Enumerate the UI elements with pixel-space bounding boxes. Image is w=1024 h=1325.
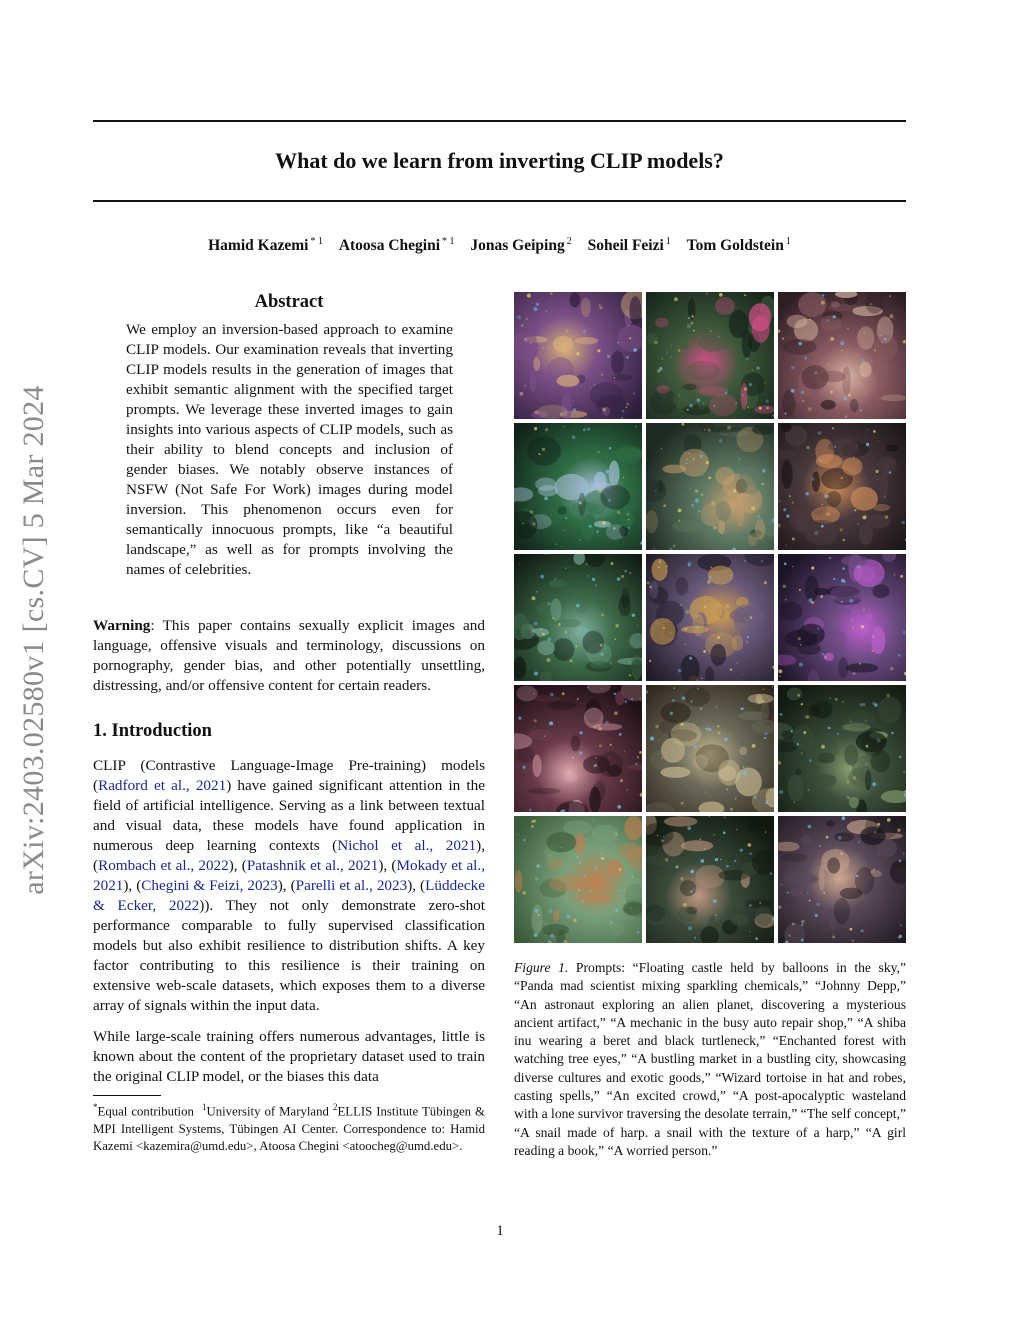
title-rule-bottom	[93, 200, 906, 202]
page-number: 1	[496, 1223, 504, 1239]
figure-image-floating-castle	[514, 292, 642, 419]
citation-link[interactable]: Chegini & Feizi, 2023	[141, 877, 278, 894]
figure-image-johnny-depp	[778, 292, 906, 419]
figure-image-astronaut	[514, 423, 642, 550]
author: Atoosa Chegini $^{* 1}$	[338, 236, 455, 255]
figure-image-enchanted-forest	[514, 554, 642, 681]
figure-image-post-apocalyptic	[646, 685, 774, 812]
figure-image-excited-crowd	[514, 685, 642, 812]
figure-caption-text: Prompts: “Floating castle held by balloons in the sky,” “Panda mad scientist mixing sparkling chemicals,” “Johnny Depp,” “An astronaut exploring an alien planet, discovering a mysterious ancient artifact,” “A mechanic in the busy auto repair shop,” “A shiba inu wearing a beret and black turtleneck,” “Enchanted forest with watching tree eyes,” “A bustling market in a bustling city, showcasing diverse cultures and exotic goods,” “Wizard tortoise in hat and robes, casting spells,” “An excited crowd,” “A post-apocalyptic wasteland with a lone survivor traversing the desolate terrain,” “The self concept,” “A snail made of harp. a snail with the texture of a harp,” “A girl reading a book,” “A worried person.”	[514, 960, 906, 1158]
citation-link[interactable]: Mokady et al., 2021	[93, 857, 485, 894]
figure-image-shiba-inu	[778, 423, 906, 550]
warning-label: Warning	[93, 617, 151, 634]
abstract-heading: Abstract	[254, 292, 324, 312]
citation-link[interactable]: Radford et al., 2021	[98, 777, 227, 794]
figure-image-grid	[514, 292, 906, 936]
figure-image-mechanic	[646, 423, 774, 550]
citation-link[interactable]: Lüddecke & Ecker, 2022	[93, 877, 485, 914]
author: Hamid Kazemi $^{* 1}$	[208, 236, 323, 255]
figure-label: Figure 1.	[514, 960, 569, 975]
figure-image-worried-person	[778, 816, 906, 943]
author: Jonas Geiping $^2$	[470, 236, 572, 255]
citation-link[interactable]: Patashnik et al., 2021	[246, 857, 379, 874]
author: Tom Goldstein $^1$	[686, 236, 791, 255]
figure-image-snail-harp	[514, 816, 642, 943]
citation-link[interactable]: Parelli et al., 2023	[295, 877, 408, 894]
abstract-body: We employ an inversion-based approach to examine CLIP models. Our examination reveals that inverting CLIP models results in the generation of images that exhibit semantic alignment with the specified target prompts. We leverage these inverted images to gain insights into various aspects of CLIP models, such as their ability to blend concepts and inclusion of gender biases. We notably observe instances of NSFW (Not Safe For Work) images during model inversion. This phenomenon occurs even for semantically innocuous prompts, like “a beautiful landscape,” as well as for prompts involving the names of celebrities.	[126, 321, 453, 578]
figure-image-bustling-market	[646, 554, 774, 681]
figure-image-girl-reading	[646, 816, 774, 943]
warning-text: : This paper contains sexually explicit images and language, offensive visuals and terminology, discussions on pornography, gender bias, and other potentially unsettling, distressing, and/or offensive content for certain readers.	[93, 617, 485, 694]
warning-paragraph	[93, 616, 485, 696]
section-heading-introduction: 1. Introduction	[93, 721, 212, 741]
intro-paragraph-2: While large-scale training offers numerous advantages, little is known about the content of the proprietary dataset used to train the original CLIP model, or the biases this data	[93, 1028, 485, 1085]
arxiv-identifier: arXiv:2403.02580v1 [cs.CV] 5 Mar 2024	[17, 385, 50, 895]
title-rule-top	[93, 120, 906, 122]
author-list	[93, 236, 906, 255]
citation-link[interactable]: Rombach et al., 2022	[98, 857, 229, 874]
footnote: *Equal contribution $^1$University of Maryland $^2$ELLIS Institute Tübingen & MPI Intelligent Systems, Tübingen AI Center. Correspondence to: Hamid Kazemi <kazemira@umd.edu>, Atoosa Chegini <atoocheg@umd.edu>.	[93, 1102, 486, 1154]
citation-link[interactable]: Nichol et al., 2021	[337, 837, 477, 854]
figure-image-self-concept	[778, 685, 906, 812]
intro-paragraph-1: CLIP (Contrastive Language-Image Pre-training) models (Radford et al., 2021) have gained significant attention in the field of artificial intelligence. Serving as a link between textual and visual data, these models have found application in numerous deep learning contexts (Nichol et al., 2021), (Rombach et al., 2022), (Patashnik et al., 2021), (Mokady et al., 2021), (Chegini & Feizi, 2023), (Parelli et al., 2023), (Lüddecke & Ecker, 2022)). They not only demonstrate zero-shot performance comparable to fully supervised classification models but also exhibit resilience to distribution shifts. A key factor contributing to this resilience is their training on extensive web-scale datasets, which exposes them to a diverse array of signals within the input data.	[93, 757, 485, 1014]
figure-image-wizard-tortoise	[778, 554, 906, 681]
footnote-rule	[93, 1095, 161, 1096]
author: Soheil Feizi $^1$	[587, 236, 671, 255]
paper-title: What do we learn from inverting CLIP models?	[275, 148, 724, 173]
figure-caption	[514, 959, 906, 1160]
figure-image-panda-scientist	[646, 292, 774, 419]
